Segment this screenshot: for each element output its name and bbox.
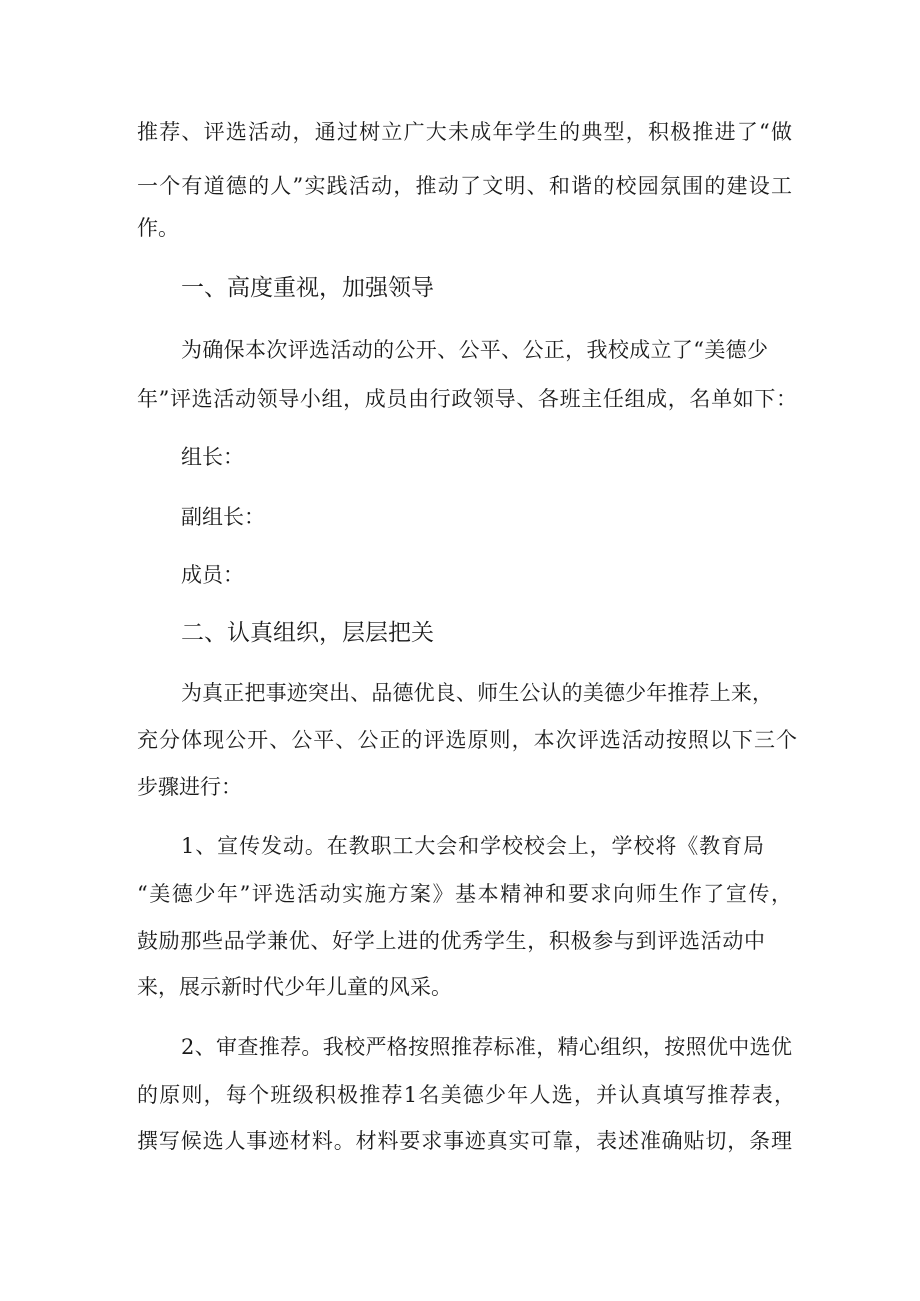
text-line: 推荐、评选活动，通过树立广大未成年学生的典型，积极推进了“做 bbox=[137, 120, 792, 144]
text-line: 年”评选活动领导小组，成员由行政领导、各班主任组成，名单如下： bbox=[137, 387, 797, 411]
text-line: 组长： bbox=[181, 445, 244, 469]
text-line: 副组长： bbox=[181, 505, 265, 529]
text-line: 1、宣传发动。在教职工大会和学校校会上，学校将《教育局 bbox=[181, 834, 764, 858]
text-line: 步骤进行： bbox=[137, 775, 242, 799]
text-line: 充分体现公开、公平、公正的评选原则，本次评选活动按照以下三个 bbox=[137, 728, 797, 752]
section-heading: 二、认真组织，层层把关 bbox=[181, 620, 434, 646]
text-line: 为确保本次评选活动的公开、公平、公正，我校成立了“美德少 bbox=[181, 338, 768, 362]
text-line: “美德少年”评选活动实施方案》基本精神和要求向师生作了宣传， bbox=[137, 882, 792, 906]
text-line: 撰写候选人事迹材料。材料要求事迹真实可靠，表述准确贴切，条理 bbox=[137, 1129, 792, 1153]
text-line: 2、审查推荐。我校严格按照推荐标准，精心组织，按照优中选优 bbox=[181, 1035, 792, 1059]
text-line: 作。 bbox=[137, 216, 179, 240]
text-line: 成员： bbox=[181, 563, 244, 587]
text-line: 一个有道德的人”实践活动，推动了文明、和谐的校园氛围的建设工 bbox=[137, 174, 792, 198]
section-heading: 一、高度重视，加强领导 bbox=[181, 275, 434, 301]
text-line: 鼓励那些品学兼优、好学上进的优秀学生，积极参与到评选活动中 bbox=[137, 929, 765, 953]
text-line: 为真正把事迹突出、品德优良、师生公认的美德少年推荐上来， bbox=[181, 681, 773, 705]
text-line: 来，展示新时代少年儿童的风采。 bbox=[137, 975, 452, 999]
text-line: 的原则，每个班级积极推荐1名美德少年人选，并认真填写推荐表， bbox=[137, 1083, 795, 1107]
